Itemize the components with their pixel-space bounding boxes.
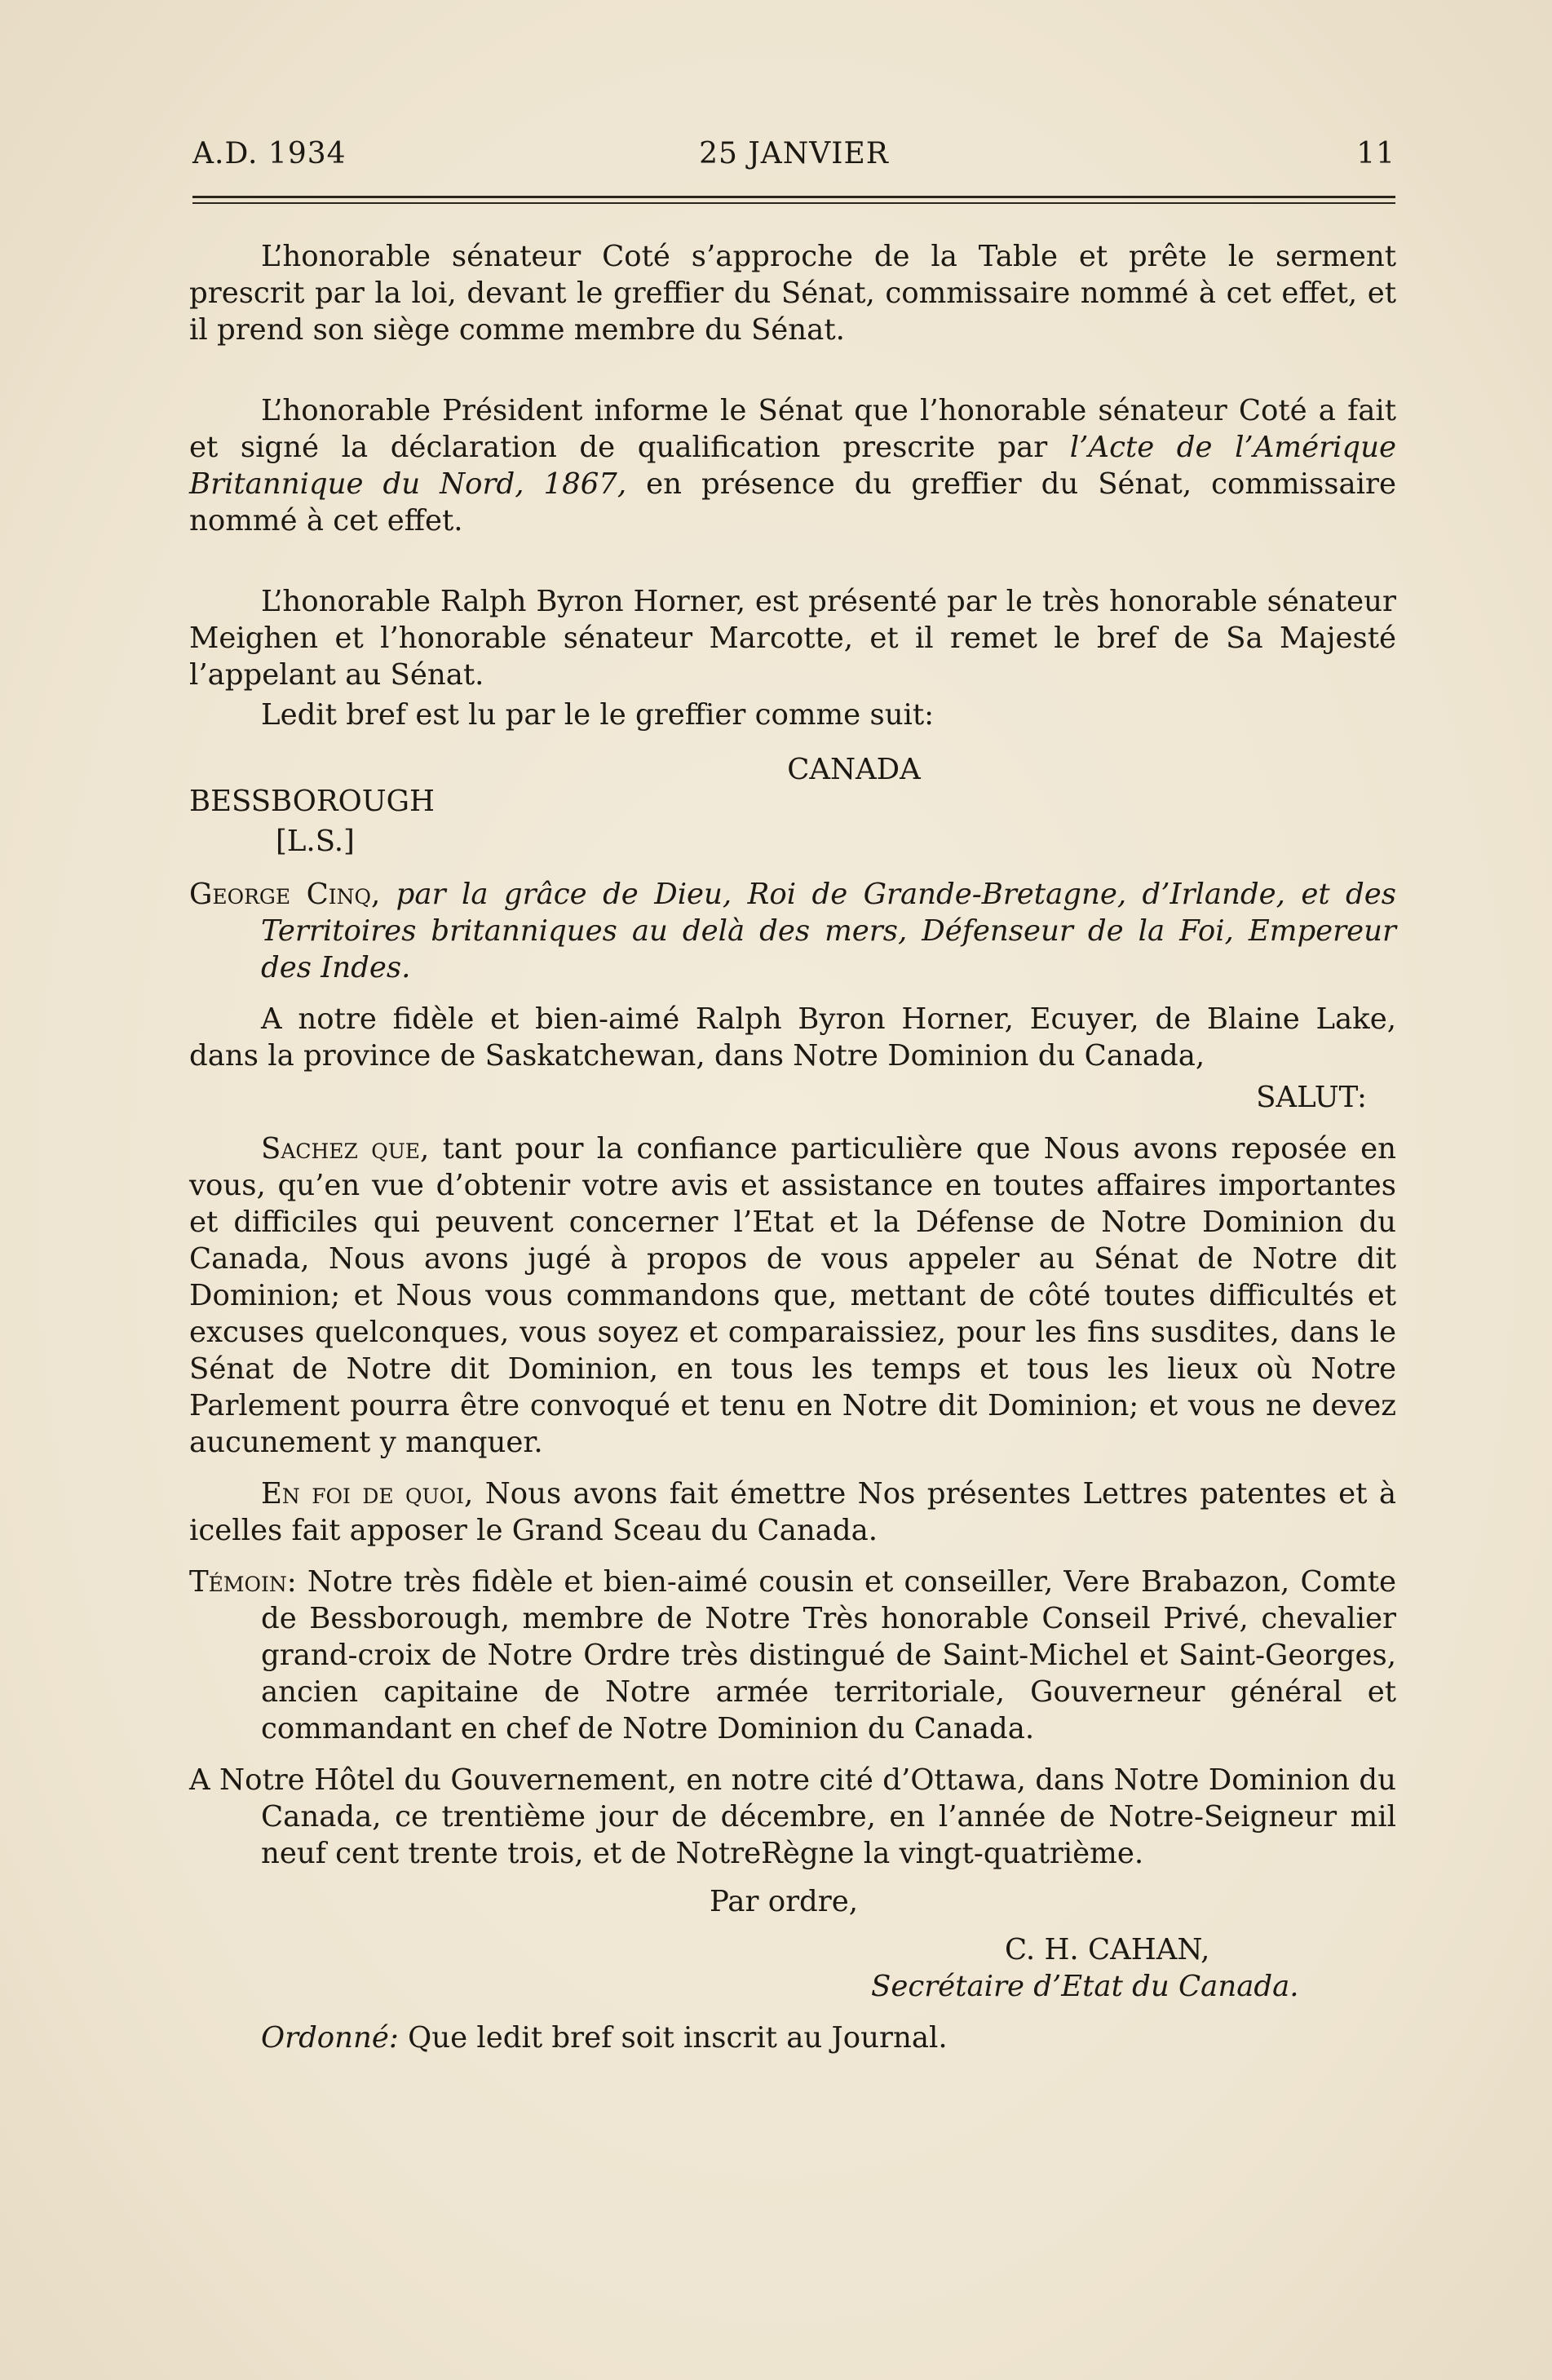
writ-witness xyxy=(189,1564,1396,1747)
in-witness-text: Nous avons fait émettre Nos présentes Lettres patentes et à icelles fait apposer le Grand Sceau du Canada. xyxy=(189,1477,1396,1547)
paragraph-declaration xyxy=(189,392,1396,539)
summons-lead: Sachez que, xyxy=(261,1132,430,1166)
writ-signer-title xyxy=(189,1968,1396,2005)
writ-summons xyxy=(189,1130,1396,1461)
given-at-text: A Notre Hôtel du Gouvernement, en notre cité d’Ottawa, dans Notre Dominion du Canada, ce trentième jour de décembre, en l’année de Notre-Seigneur mil neuf cent trente trois, et de NotreRègne la vingt-quatrième. xyxy=(189,1763,1396,1870)
page-number: 11 xyxy=(1356,137,1395,170)
writ-in-witness xyxy=(189,1475,1396,1549)
header-rule xyxy=(192,196,1395,198)
king-name: George Cinq, xyxy=(189,878,381,911)
order-entry xyxy=(189,2019,1396,2056)
header-year: A.D. 1934 xyxy=(192,137,347,170)
writ-signer: C. H. CAHAN, xyxy=(1005,1933,1210,1966)
writ-seal: [L.S.] xyxy=(276,825,355,858)
act-title: l’Acte de l’Amérique Britannique du Nord, 1867, xyxy=(189,431,1396,501)
signer-title-text: Secrétaire d’Etat du Canada. xyxy=(871,1970,1299,2003)
writ-signatory: BESSBOROUGH xyxy=(189,785,435,818)
paragraph-declaration-text-b: en présence du greffier du Sénat, commissaire nommé à cet effet. xyxy=(189,467,1396,537)
order-text: Que ledit bref soit inscrit au Journal. xyxy=(398,2021,948,2055)
writ-address-text: A notre fidèle et bien-aimé Ralph Byron Horner, Ecuyer, de Blaine Lake, dans la province de Saskatchewan, dans Notre Dominion du Canada, xyxy=(189,1002,1396,1073)
in-witness-lead: En foi de quoi, xyxy=(261,1477,474,1511)
witness-lead: Témoin: xyxy=(189,1565,297,1599)
paragraph-declaration-text-a: L’honorable Président informe le Sénat que l’honorable sénateur Coté a fait et signé la déclaration de qualification prescrite par xyxy=(189,394,1396,464)
header-date: 25 JANVIER xyxy=(699,137,889,170)
witness-text: Notre très fidèle et bien-aimé cousin et conseiller, Vere Brabazon, Comte de Bessborough, membre de Notre Très honorable Conseil Privé, chevalier grand-croix de Notre Ordre très distingué de Saint-Michel et Saint-Georges, ancien capitaine de Notre armée territoriale, Gouverneur général et commandant en chef de Notre Dominion du Canada. xyxy=(261,1565,1396,1745)
writ-given-at xyxy=(189,1762,1396,1872)
paragraph-reading-text: Ledit bref est lu par le le greffier comme suit: xyxy=(261,698,935,732)
writ-country: CANADA xyxy=(787,753,921,786)
paragraph-reading xyxy=(189,697,1396,733)
running-header xyxy=(192,137,1395,186)
header-rule-secondary xyxy=(192,202,1395,204)
writ-salutation: SALUT: xyxy=(1256,1081,1367,1114)
paragraph-presentation xyxy=(189,583,1396,693)
writ-by-order: Par ordre, xyxy=(710,1885,859,1918)
summons-text: tant pour la confiance particulière que Nous avons reposée en vous, qu’en vue d’obtenir votre avis et assistance en toutes affaires importantes et difficiles qui peuvent concerner l’Etat et la Défense de Notre Dominion du Canada, Nous avons jugé à propos de vous appeler au Sénat de Notre dit Dominion; et Nous vous commandons que, mettant de côté toutes difficultés et excuses quelconques, vous soyez et comparaissiez, pour les fins susdites, dans le Sénat de Notre dit Dominion, en tous les temps et tous les lieux où Notre Parlement pourra être convoqué et tenu en Notre dit Dominion; et vous ne devez aucunement y manquer. xyxy=(189,1132,1396,1459)
paragraph-oath xyxy=(189,238,1396,348)
writ-address xyxy=(189,1001,1396,1074)
order-lead: Ordonné: xyxy=(261,2021,399,2055)
paragraph-oath-text: L’honorable sénateur Coté s’approche de la Table et prête le serment prescrit par la loi, devant le greffier du Sénat, commissaire nommé à cet effet, et il prend son siège comme membre du Sénat. xyxy=(189,240,1396,347)
paragraph-presentation-text: L’honorable Ralph Byron Horner, est présenté par le très honorable sénateur Meighen et l’honorable sénateur Marcotte, et il remet le bref de Sa Majesté l’appelant au Sénat. xyxy=(189,585,1396,692)
king-styles: par la grâce de Dieu, Roi de Grande-Bretagne, d’Irlande, et des Territoires britanniques au delà des mers, Défenseur de la Foi, Empereur des Indes. xyxy=(261,878,1397,984)
document-body xyxy=(189,238,1396,2056)
writ-king-title xyxy=(189,876,1396,986)
